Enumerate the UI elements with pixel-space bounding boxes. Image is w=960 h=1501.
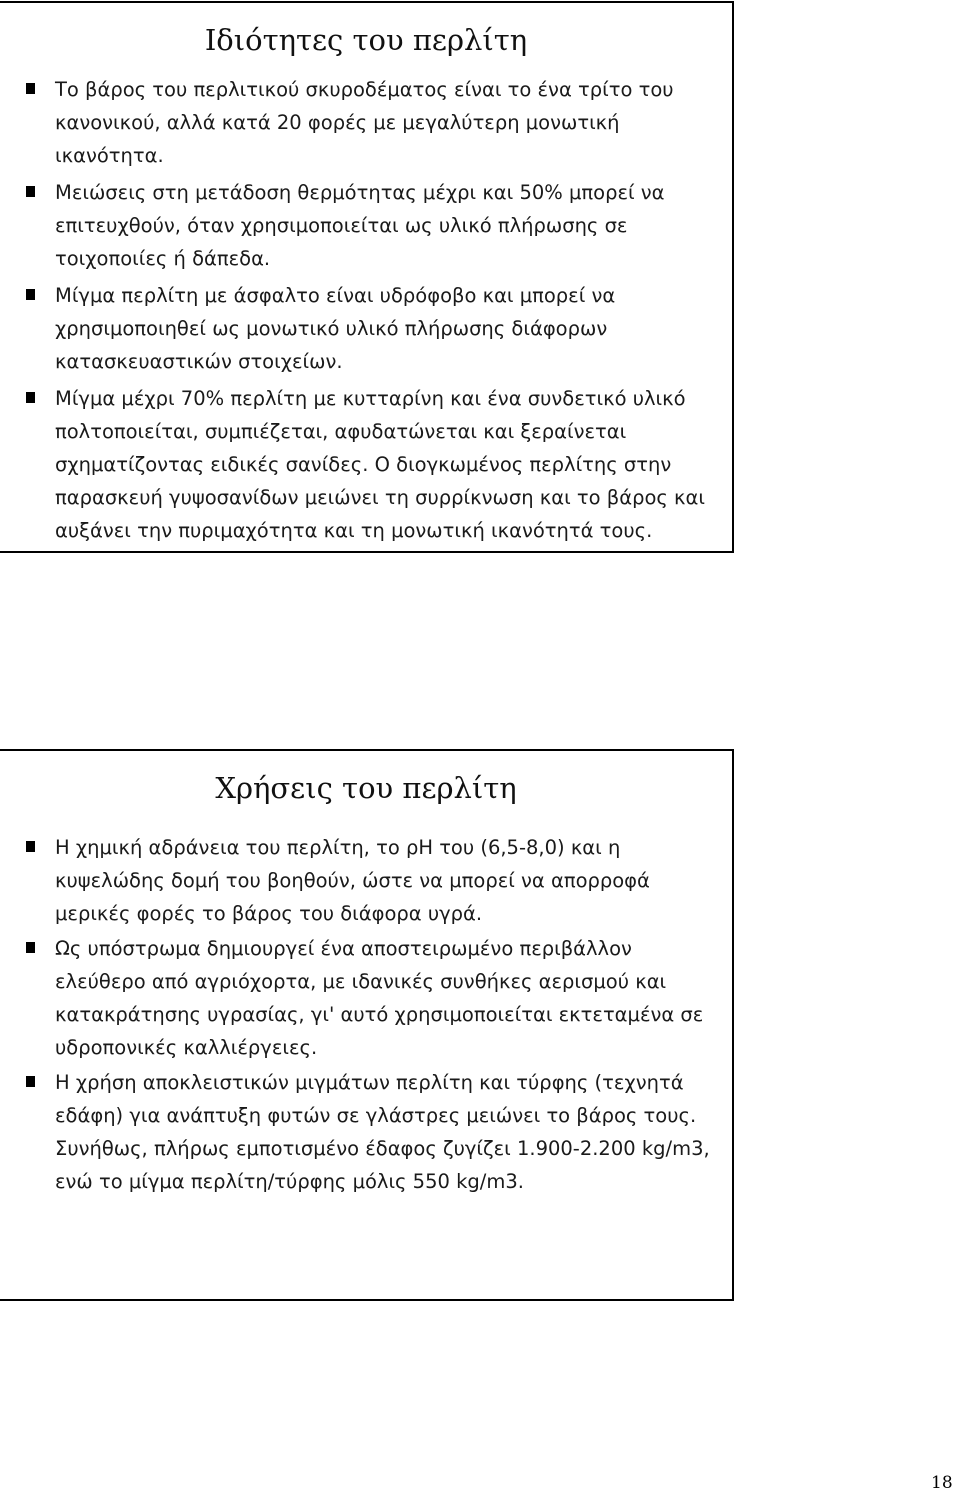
bullet-line: σχηματίζοντας ειδικές σανίδες. Ο διογκωμένος περλίτης στην <box>55 453 672 476</box>
bullet-line: Μειώσεις στη μετάδοση θερμότητας μέχρι και 50% μπορεί να <box>55 181 665 204</box>
square-bullet-icon <box>26 1076 35 1087</box>
bullet-line: Ως υπόστρωμα δημιουργεί ένα αποστειρωμένο περιβάλλον <box>55 937 632 960</box>
bullet-line: εδάφη) για ανάπτυξη φυτών σε γλάστρες μειώνει το βάρος τους. <box>55 1104 697 1127</box>
bullet-line: κυψελώδης δομή του βοηθούν, ώστε να μπορεί να απορροφά <box>55 869 650 892</box>
square-bullet-icon <box>26 289 35 300</box>
bullet-line: χρησιμοποιηθεί ως μονωτικό υλικό πλήρωσης διάφορων <box>55 317 608 340</box>
bullet-line: Το βάρος του περλιτικού σκυροδέματος είναι το ένα τρίτο του <box>55 78 674 101</box>
square-bullet-icon <box>26 942 35 953</box>
square-bullet-icon <box>26 186 35 197</box>
slide-uses <box>0 749 734 1301</box>
bullet-line: επιτευχθούν, όταν χρησιμοποιείται ως υλικό πλήρωσης σε <box>55 214 628 237</box>
bullet-line: ελεύθερο από αγριόχορτα, με ιδανικές συνθήκες αερισμού και <box>55 970 667 993</box>
bullet-line: Η χρήση αποκλειστικών μιγμάτων περλίτη και τύρφης (τεχνητά <box>55 1071 684 1094</box>
bullet-line: μερικές φορές το βάρος του διάφορα υγρά. <box>55 902 483 925</box>
bullet-item <box>26 279 726 378</box>
bullet-line: υδροπονικές καλλιέργειες. <box>55 1036 318 1059</box>
slide-title: Ιδιότητες του περλίτη <box>204 23 528 57</box>
bullet-line: Συνήθως, πλήρως εμποτισμένο έδαφος ζυγίζει 1.900-2.200 kg/m3, <box>55 1137 710 1160</box>
square-bullet-icon <box>26 392 35 403</box>
bullet-item <box>26 382 726 547</box>
bullet-list <box>26 831 726 1200</box>
bullet-line: πολτοποιείται, συμπιέζεται, αφυδατώνεται και ξεραίνεται <box>55 420 627 443</box>
bullet-line: τοιχοποιίες ή δάπεδα. <box>55 247 271 270</box>
slide-properties <box>0 1 734 553</box>
bullet-line: Η χημική αδράνεια του περλίτη, το ρH του (6,5-8,0) και η <box>55 836 621 859</box>
bullet-item <box>26 1066 726 1198</box>
page-number: 18 <box>931 1473 953 1493</box>
bullet-line: κατακράτησης υγρασίας, γι' αυτό χρησιμοποιείται εκτεταμένα σε <box>55 1003 704 1026</box>
bullet-line: αυξάνει την πυριμαχότητα και τη μονωτική ικανότητά τους. <box>55 519 653 542</box>
bullet-line: παρασκευή γυψοσανίδων μειώνει τη συρρίκνωση και το βάρος και <box>55 486 705 509</box>
slide-title: Χρήσεις του περλίτη <box>215 771 517 805</box>
bullet-list <box>26 73 726 551</box>
bullet-line: ενώ το μίγμα περλίτη/τύρφης μόλις 550 kg/m3. <box>55 1170 524 1193</box>
bullet-line: Μίγμα μέχρι 70% περλίτη με κυτταρίνη και ένα συνδετικό υλικό <box>55 387 686 410</box>
bullet-line: ικανότητα. <box>55 144 164 167</box>
bullet-item <box>26 932 726 1064</box>
bullet-line: Μίγμα περλίτη με άσφαλτο είναι υδρόφοβο και μπορεί να <box>55 284 616 307</box>
bullet-item <box>26 176 726 275</box>
bullet-line: κατασκευαστικών στοιχείων. <box>55 350 343 373</box>
bullet-line: κανονικού, αλλά κατά 20 φορές με μεγαλύτερη μονωτική <box>55 111 620 134</box>
bullet-item <box>26 73 726 172</box>
bullet-item <box>26 831 726 930</box>
square-bullet-icon <box>26 841 35 852</box>
square-bullet-icon <box>26 83 35 94</box>
